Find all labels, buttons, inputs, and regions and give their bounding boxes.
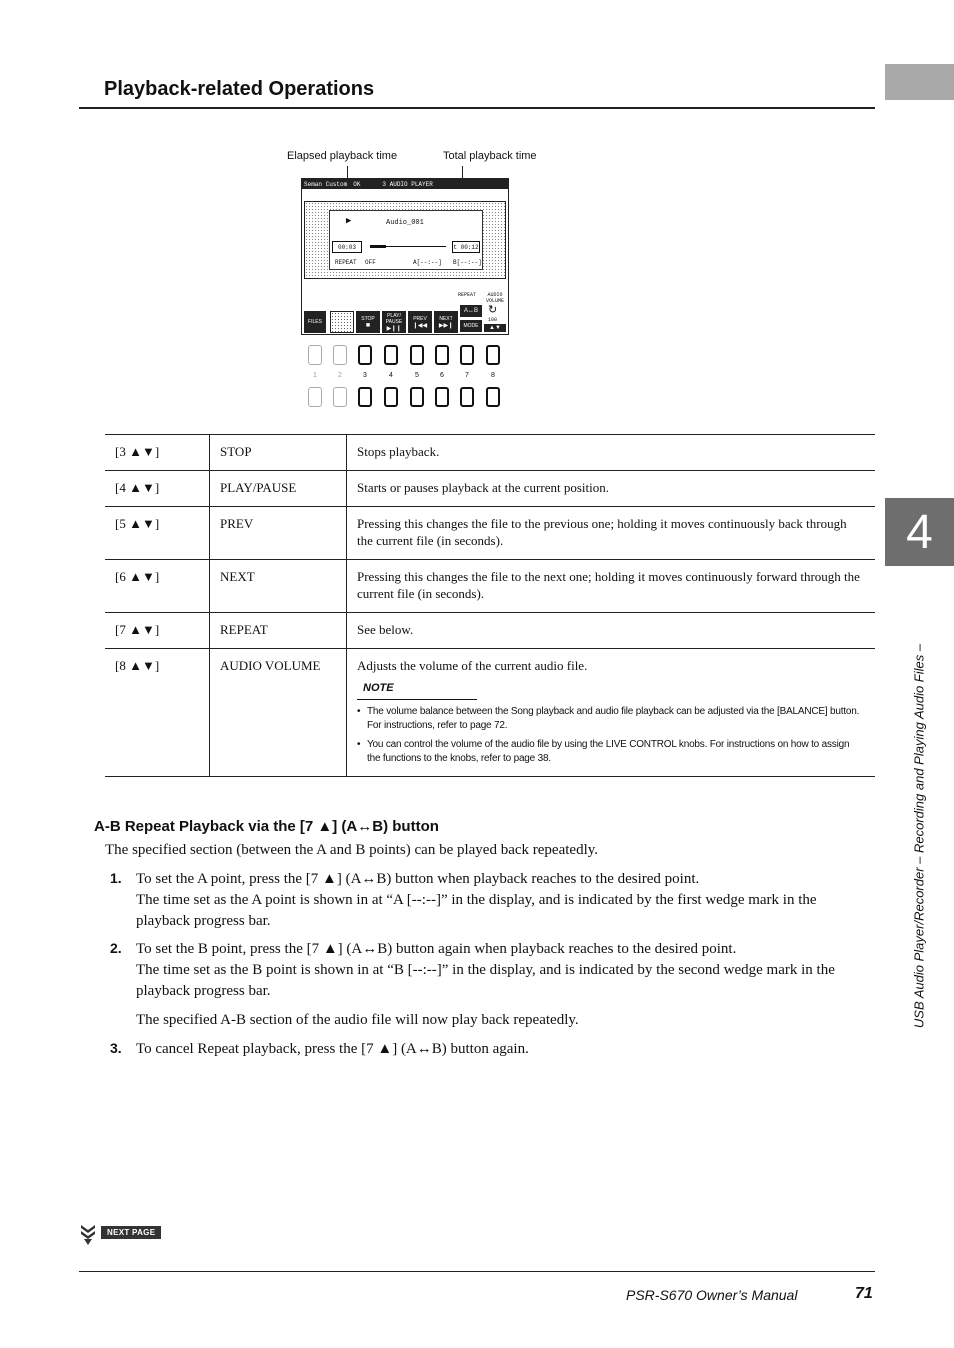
- lcd-volume-value: 100: [488, 317, 498, 323]
- lcd-top-bar: [302, 179, 508, 189]
- step-number: 3.: [110, 1040, 122, 1056]
- description-cell: Pressing this changes the file to the previous one; holding it moves continuously back through the current file (in seconds).: [357, 516, 847, 548]
- stop-icon: ■: [365, 321, 371, 329]
- step-2-result: The specified A-B section of the audio file will now play back repeatedly.: [136, 1012, 579, 1028]
- callout-elapsed: Elapsed playback time: [287, 150, 398, 162]
- lcd-top-left: Seman Custom: [304, 180, 348, 188]
- lcd-files-label: FILES: [308, 319, 322, 325]
- function-cell: PLAY/PAUSE: [210, 471, 347, 507]
- button-2-down[interactable]: [333, 387, 347, 407]
- progress-fill: [370, 245, 386, 248]
- callout-total: Total playback time: [443, 150, 537, 162]
- button-cell: [6 ▲▼]: [105, 560, 210, 613]
- function-cell: PREV: [210, 507, 347, 560]
- lcd-mode-button: MODE: [460, 320, 482, 332]
- lcd-b-point: B[--:--]: [453, 259, 482, 266]
- lcd-stop-button: [356, 311, 380, 333]
- step-1: [136, 869, 871, 932]
- fast-forward-icon: ▶▶❙: [438, 322, 454, 329]
- lcd-ab-button: A↔B: [460, 305, 482, 317]
- button-4-up[interactable]: [384, 345, 398, 365]
- description-cell: [347, 649, 876, 777]
- lcd-stop-label: STOP: [361, 315, 375, 322]
- table-row: [105, 435, 875, 471]
- button-8-up[interactable]: [486, 345, 500, 365]
- button-number-7: 7: [465, 372, 469, 379]
- button-6-down[interactable]: [435, 387, 449, 407]
- note-item: • You can control the volume of the audio file by using the LIVE CONTROL knobs. For instructions on how to assign the functions to the knobs, refer to page 38.: [357, 738, 865, 766]
- lcd-blank-button: [330, 311, 354, 333]
- lcd-prev-button: [408, 311, 432, 333]
- volume-description: Adjusts the volume of the current audio file.: [357, 658, 588, 673]
- description-cell: Starts or pauses playback at the current position.: [357, 480, 609, 495]
- lcd-play-label: PLAY/ PAUSE: [385, 312, 403, 325]
- step-3-instruction: To cancel Repeat playback, press the [7 ▲] (A↔B) button again.: [136, 1041, 529, 1057]
- note-item: • The volume balance between the Song playback and audio file playback can be adjusted via the [BALANCE] button. For instructions, refer to page 72.: [357, 705, 865, 733]
- button-number-3: 3: [363, 372, 367, 379]
- note-heading: NOTE: [357, 676, 477, 700]
- description-cell: See below.: [357, 622, 414, 637]
- function-cell: REPEAT: [210, 613, 347, 649]
- lcd-repeat-label: REPEAT: [335, 259, 357, 266]
- step-number: 2.: [110, 940, 122, 956]
- rewind-icon: ❙◀◀: [412, 322, 428, 329]
- lcd-file-name: Audio_001: [386, 219, 424, 227]
- button-1-up[interactable]: [308, 345, 322, 365]
- lcd-a-point: A[--:--]: [413, 259, 442, 266]
- button-number-6: 6: [440, 372, 444, 379]
- lcd-repeat-value: OFF: [365, 259, 376, 266]
- lcd-repeat-caption: REPEAT: [458, 292, 477, 298]
- lcd-prev-label: PREV: [413, 315, 427, 322]
- step-number: 1.: [110, 870, 122, 886]
- button-4-down[interactable]: [384, 387, 398, 407]
- button-6-up[interactable]: [435, 345, 449, 365]
- table-row: [105, 613, 875, 649]
- button-number-5: 5: [415, 372, 419, 379]
- section-title: Playback-related Operations: [104, 78, 375, 100]
- function-cell: AUDIO VOLUME: [210, 649, 347, 777]
- function-cell: STOP: [210, 435, 347, 471]
- step-2-detail: The time set as the B point is shown in at “B [--:--]” in the display, and is indicated by the second wedge mark in the playback progress bar.: [136, 962, 835, 999]
- lcd-next-button: [434, 311, 458, 333]
- button-cell: [3 ▲▼]: [105, 435, 210, 471]
- button-7-up[interactable]: [460, 345, 474, 365]
- step-1-instruction: To set the A point, press the [7 ▲] (A↔B) button when playback reaches to the desired point.: [136, 871, 700, 887]
- table-row: [105, 471, 875, 507]
- button-function-table: [105, 434, 875, 777]
- next-page-chevrons-icon: [80, 1224, 96, 1246]
- button-cell: [7 ▲▼]: [105, 613, 210, 649]
- function-cell: NEXT: [210, 560, 347, 613]
- table-row: [105, 507, 875, 560]
- chapter-tab-grey: [885, 64, 954, 100]
- ab-repeat-heading: A-B Repeat Playback via the [7 ▲] (A↔B) button: [94, 818, 439, 835]
- lcd-next-label: NEXT: [439, 315, 453, 322]
- lcd-elapsed-time: 00:03: [332, 241, 362, 253]
- lcd-screen: [301, 178, 509, 335]
- title-rule: [79, 107, 875, 109]
- step-2: [136, 939, 871, 1002]
- volume-dial-icon: ↻: [488, 304, 498, 316]
- manual-title: PSR-S670 Owner’s Manual: [626, 1287, 798, 1303]
- chapter-side-title: USB Audio Player/Recorder – Recording and Playing Audio Files –: [911, 643, 927, 1029]
- button-number-8: 8: [491, 372, 495, 379]
- button-1-down[interactable]: [308, 387, 322, 407]
- button-number-4: 4: [389, 372, 393, 379]
- button-cell: [5 ▲▼]: [105, 507, 210, 560]
- next-page-label[interactable]: NEXT PAGE: [101, 1226, 161, 1239]
- button-8-down[interactable]: [486, 387, 500, 407]
- button-number-2: 2: [338, 372, 342, 379]
- description-cell: Stops playback.: [357, 444, 440, 459]
- lcd-files-button: [304, 311, 326, 333]
- description-cell: Pressing this changes the file to the next one; holding it moves continuously forward through the current file (in seconds).: [357, 569, 860, 601]
- button-2-up[interactable]: [333, 345, 347, 365]
- step-1-detail: The time set as the A point is shown in at “A [--:--]” in the display, and is indicated by the first wedge mark in the playback progress bar.: [136, 892, 817, 929]
- lcd-total-time: t 00:12: [452, 241, 480, 253]
- ab-repeat-intro: The specified section (between the A and B points) can be played back repeatedly.: [105, 842, 599, 858]
- chapter-number-tab: 4: [885, 498, 954, 566]
- play-pause-icon: ▶❙❙: [386, 325, 402, 332]
- step-2-instruction: To set the B point, press the [7 ▲] (A↔B) button again when playback reaches to the desired point.: [136, 941, 737, 957]
- button-3-down[interactable]: [358, 387, 372, 407]
- table-row: [105, 560, 875, 613]
- lcd-top-ok: OK: [353, 180, 361, 188]
- lcd-audio-volume-caption: AUDIO VOLUME: [485, 292, 504, 304]
- lcd-top-title: 3 AUDIO PLAYER: [382, 180, 433, 188]
- button-5-up[interactable]: [410, 345, 424, 365]
- play-state-icon: ▶: [346, 216, 352, 226]
- button-3-up[interactable]: [358, 345, 372, 365]
- footer-rule: [79, 1271, 875, 1272]
- lcd-player-frame: [304, 201, 506, 279]
- button-7-down[interactable]: [460, 387, 474, 407]
- progress-track: [386, 246, 446, 247]
- table-row: [105, 649, 875, 777]
- button-number-1: 1: [313, 372, 317, 379]
- up-down-arrows-icon: ▲▼: [484, 324, 506, 332]
- button-cell: [4 ▲▼]: [105, 471, 210, 507]
- button-5-down[interactable]: [410, 387, 424, 407]
- page-number: 71: [855, 1285, 873, 1302]
- button-cell: [8 ▲▼]: [105, 649, 210, 777]
- lcd-play-pause-button: [382, 311, 406, 333]
